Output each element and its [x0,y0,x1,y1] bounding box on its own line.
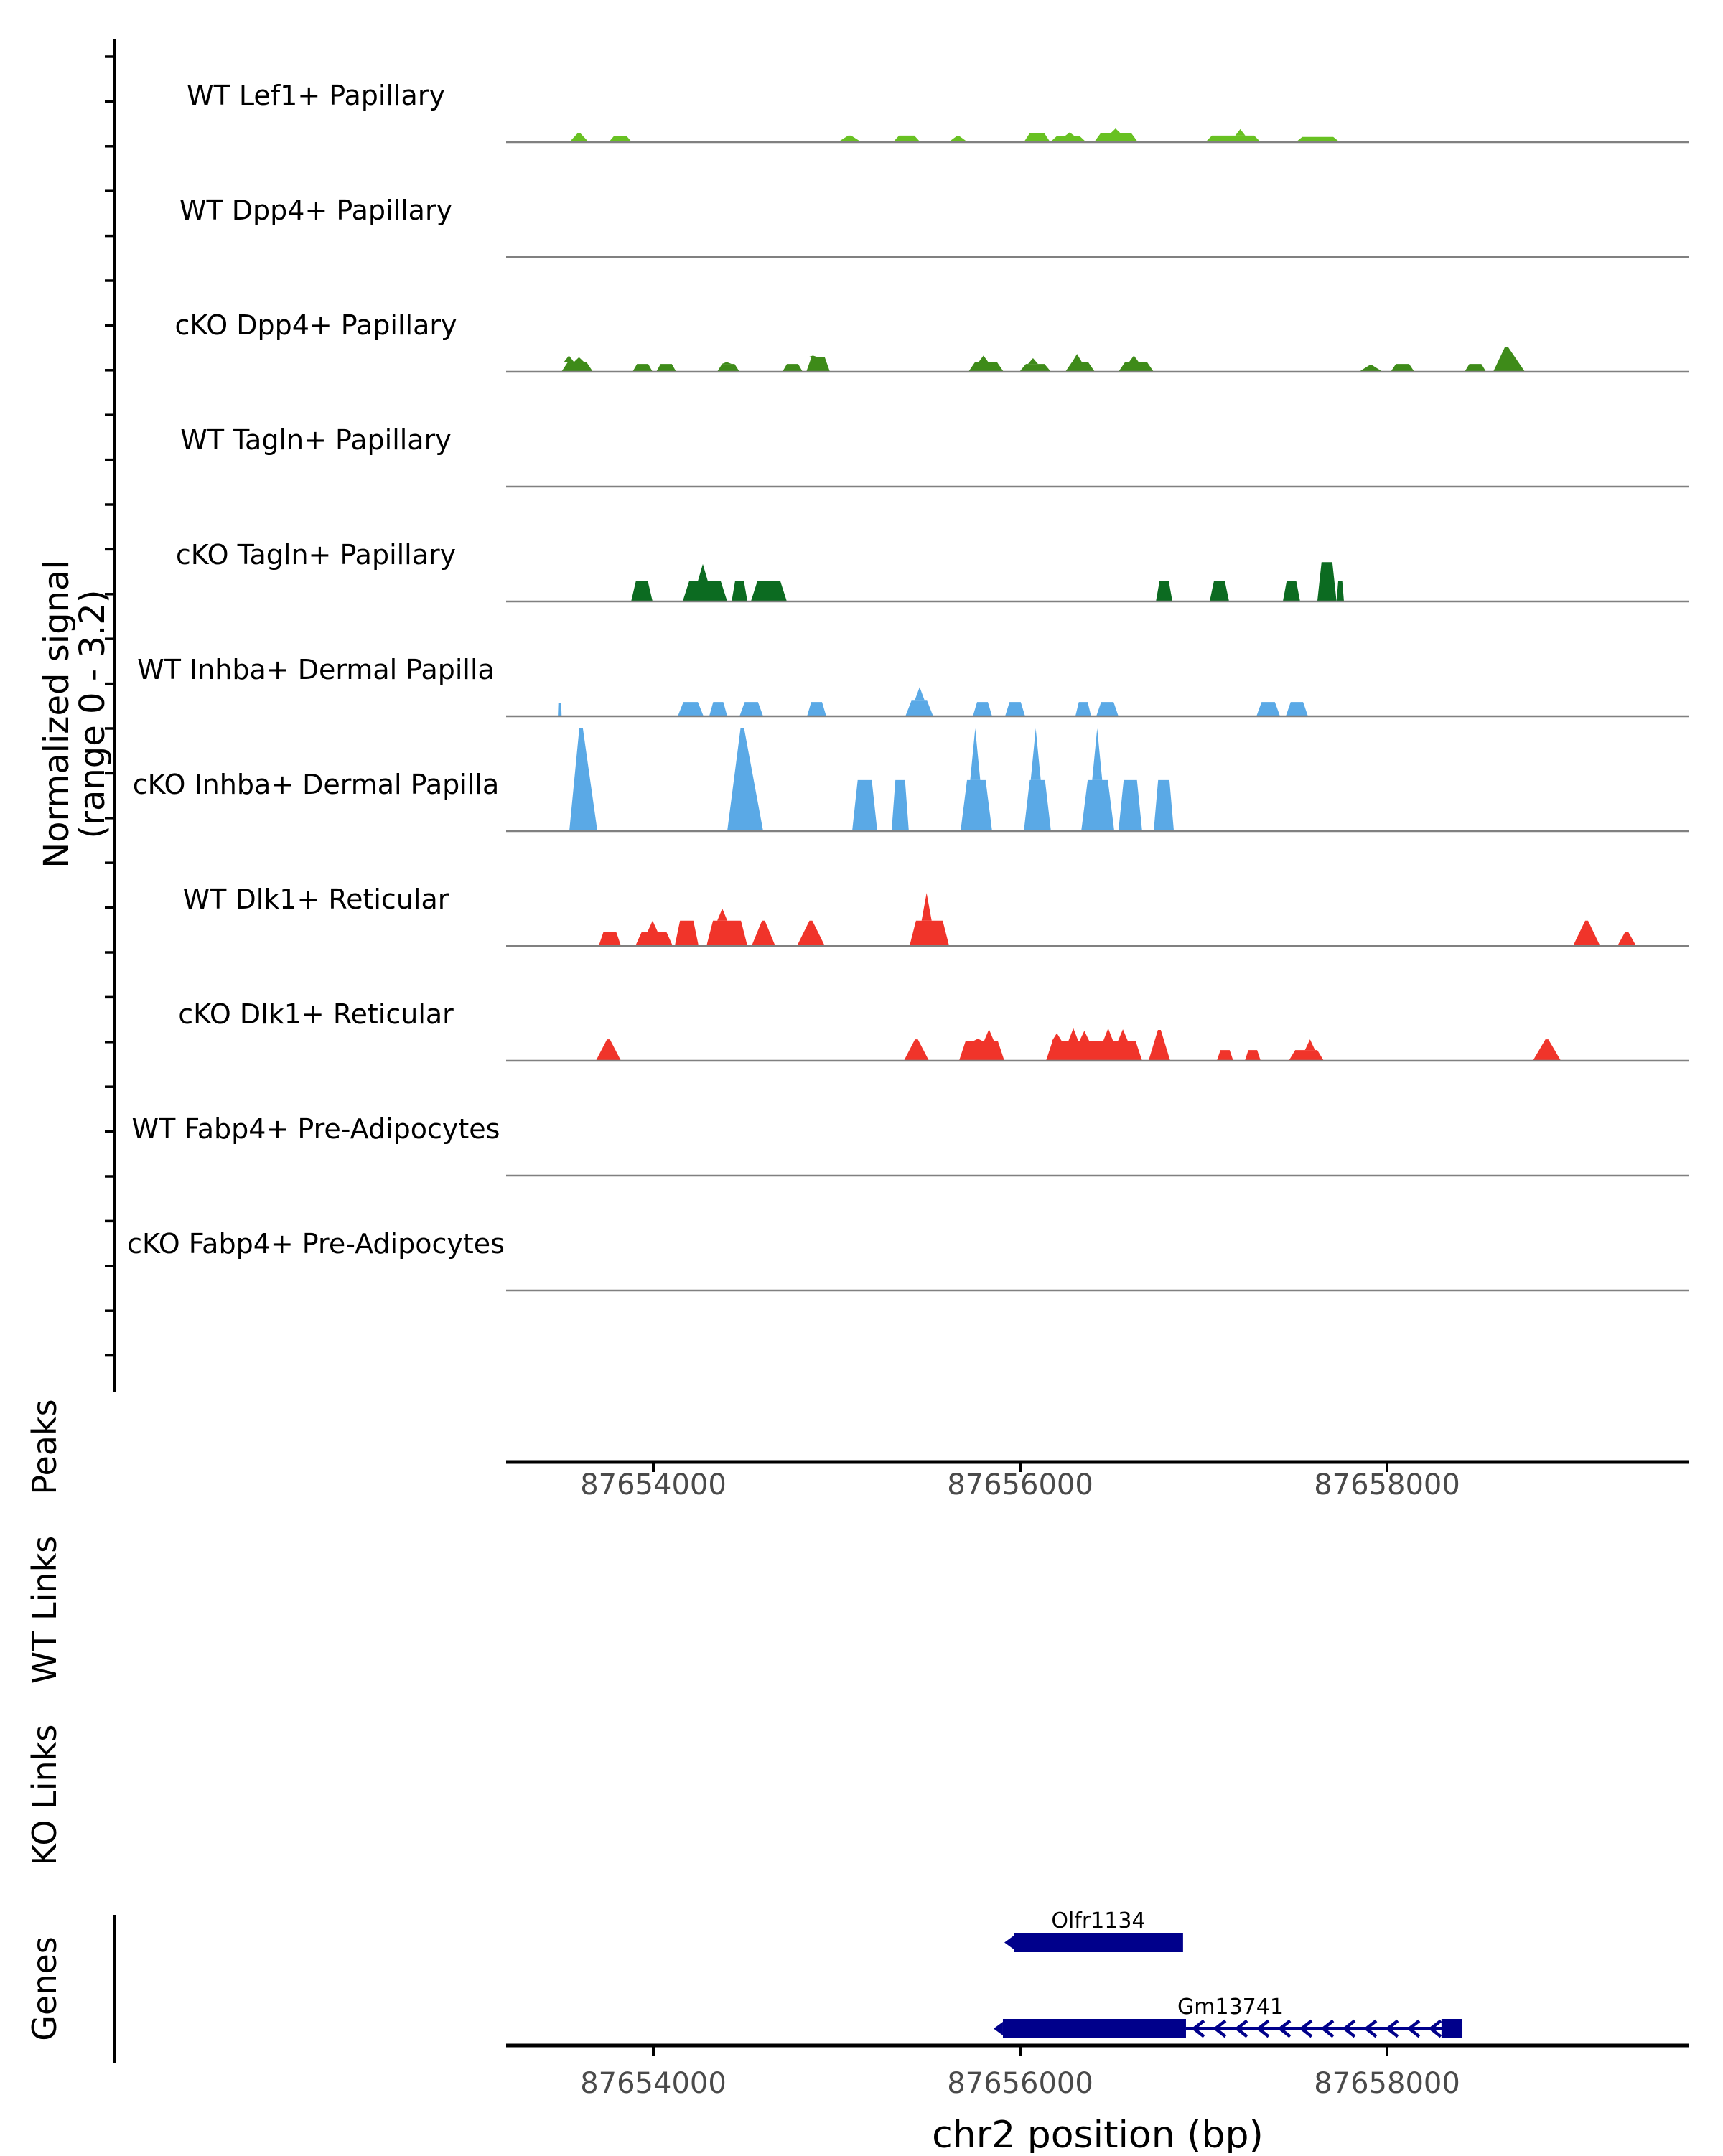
y-axis-label-line1: Normalized signal [37,560,77,868]
signal-peak [1210,581,1229,601]
signal-peak [838,136,862,142]
signal-peak [561,362,593,372]
peaks-axis-tick-label: 87656000 [947,1468,1093,1501]
signal-peak [959,1041,1004,1061]
signal-peak [706,921,747,946]
signal-peak [1337,581,1344,601]
signal-peak [1119,780,1142,831]
signal-peak-spike [698,564,708,581]
signal-peak [1533,1039,1561,1061]
signal-peak-spike [915,687,925,700]
signal-peak [1245,1050,1261,1061]
signal-peak [1359,365,1383,372]
signal-peak [1024,133,1050,142]
signal-peak-spike [717,909,727,921]
wt-links-section-label: WT Links [25,1535,64,1684]
signal-peak [1005,702,1025,716]
signal-peak [1205,136,1261,142]
signal-peak [797,921,825,946]
links-sections [25,1536,64,1866]
signal-y-axis [37,39,115,1392]
peaks-axis-tick-label: 87658000 [1314,1468,1460,1501]
signal-peak [806,357,830,372]
signal-peak [910,921,949,946]
signal-peak [569,728,597,831]
signal-peak [1217,1050,1233,1061]
signal-peak [1465,364,1486,372]
signal-peak-spike [1092,728,1102,780]
signal-peak-spike [922,893,932,921]
signal-peak [656,364,676,372]
signal-peak [1286,702,1308,716]
track-label: WT Lef1+ Papillary [187,80,445,111]
signal-peak [961,780,992,831]
signal-peak-spike [1068,1028,1078,1041]
signal-peak-spike [1111,128,1121,133]
signal-peak [1065,362,1095,372]
signal-peak-spike [1052,1034,1062,1041]
signal-track [133,728,1689,831]
signal-peak [1075,702,1091,716]
signal-track [132,1113,1689,1176]
signal-peak [807,702,826,716]
signal-peak [1096,702,1119,716]
signal-peak-spike [979,355,989,362]
signal-peak [683,581,727,601]
signal-peak [1024,780,1051,831]
x-axis-tick-label: 87656000 [947,2067,1093,2100]
signal-peak [1081,780,1114,831]
signal-peak [1573,921,1600,946]
signal-peak [1046,1041,1142,1061]
signal-peak [893,136,920,142]
signal-peak [1119,362,1154,372]
signal-peak [739,702,763,716]
signal-peak [599,932,621,946]
track-label: WT Tagln+ Papillary [180,424,452,456]
signal-peak-spike [970,728,980,780]
signal-track [178,998,1689,1061]
peaks-section-label: Peaks [25,1399,64,1495]
x-axis-tick-label: 87654000 [580,2067,727,2100]
ko-links-section-label: KO Links [25,1724,64,1866]
genes-section [25,1908,1462,2063]
signal-peak-spike [564,355,574,362]
signal-peak [752,921,775,946]
signal-track [187,80,1689,142]
signal-peak [783,364,803,372]
signal-track [137,654,1689,716]
gene-olfr1134-strand-arrow [1004,1936,1014,1949]
track-label: WT Fabp4+ Pre-Adipocytes [131,1113,500,1145]
signal-peak-spike [1103,1028,1113,1041]
signal-peak-spike [648,921,658,932]
signal-peak [1617,932,1636,946]
signal-peak [717,364,739,372]
signal-peak-spike [1031,728,1041,780]
signal-peak [905,700,933,716]
signal-tracks [127,80,1689,1290]
signal-peak [1391,364,1414,372]
signal-peak-spike [984,1029,994,1041]
bottom-x-axis [506,2045,1689,2153]
signal-peak-spike [1236,129,1246,136]
x-axis-tick-label: 87658000 [1314,2067,1460,2100]
signal-peak-spike [808,355,818,357]
signal-track [180,424,1689,487]
signal-peak [1317,562,1337,601]
genes-section-label: Genes [25,1936,64,2041]
signal-peak [1289,1050,1324,1061]
signal-peak-spike [1305,1039,1315,1050]
signal-peak [1094,133,1138,142]
signal-peak [1283,581,1300,601]
peaks-section [25,1399,1689,1501]
signal-peak [678,702,704,716]
gene-gm13741-label: Gm13741 [1177,1995,1284,2020]
signal-peak [1019,364,1051,372]
signal-peak [751,581,787,601]
track-label: WT Dpp4+ Papillary [179,194,453,226]
signal-peak [596,1039,621,1061]
gene-gm13741-exon1 [1003,2019,1186,2038]
track-label: cKO Inhba+ Dermal Papilla [132,769,500,800]
signal-peak [1256,702,1280,716]
track-label: cKO Dlk1+ Reticular [178,998,454,1030]
signal-peak [732,581,747,601]
signal-peak [569,133,589,142]
gene-olfr1134-label: Olfr1134 [1051,1908,1146,1934]
track-label: cKO Dpp4+ Papillary [174,309,457,341]
signal-peak-spike [1079,1031,1089,1041]
gene-gm13741-strand-arrow [994,2022,1003,2035]
signal-track [176,539,1689,601]
signal-peak [631,581,653,601]
signal-peak [1149,1030,1170,1061]
signal-peak [973,702,992,716]
signal-peak [892,780,909,831]
track-label: cKO Tagln+ Papillary [175,539,457,571]
gene-gm13741-exon2 [1442,2019,1462,2038]
signal-peak [904,1039,929,1061]
signal-peak [1156,581,1172,601]
signal-peak [675,921,699,946]
signal-peak-spike [1072,354,1082,362]
y-axis-label-line2: (range 0 - 3.2) [73,589,113,839]
signal-track [179,194,1689,257]
peaks-axis-tick-label: 87654000 [580,1468,727,1501]
track-label: WT Inhba+ Dermal Papilla [137,654,495,685]
track-label: WT Dlk1+ Reticular [182,884,449,915]
signal-peak-spike [973,1039,983,1041]
signal-track [174,309,1689,372]
signal-peak-spike [1118,1029,1128,1041]
signal-track [127,1228,1689,1290]
track-label: cKO Fabp4+ Pre-Adipocytes [127,1228,505,1260]
x-axis-label: chr2 position (bp) [932,2114,1264,2153]
signal-peak [1493,347,1525,372]
signal-peak [852,780,877,831]
signal-peak-spike [722,362,732,364]
signal-peak-spike [1129,355,1139,362]
signal-peak [709,702,727,716]
signal-peak-spike [574,357,584,362]
signal-track [183,884,1689,946]
signal-peak-spike [1065,132,1075,136]
signal-peak [632,364,653,372]
gene-olfr1134-exon [1014,1933,1183,1952]
signal-peak [635,932,673,946]
signal-peak [968,362,1004,372]
signal-peak-spike [1028,358,1038,364]
signal-peak [558,703,561,716]
signal-peak [1154,780,1174,831]
signal-peak [727,728,763,831]
